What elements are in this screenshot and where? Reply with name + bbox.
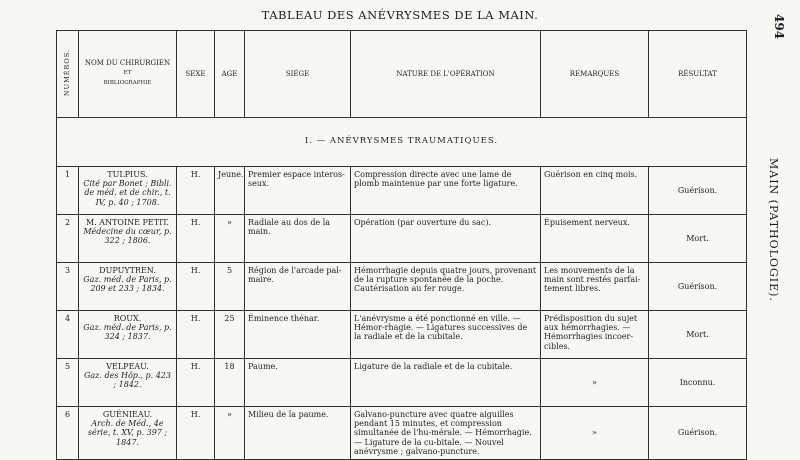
surgeon-cell — [79, 215, 177, 263]
row-number: 1 — [57, 167, 79, 215]
operation-cell: Compression directe avec une lame de plomb maintenue par une forte ligature. — [351, 167, 541, 215]
sex-cell: H. — [177, 359, 215, 407]
table-row — [57, 359, 747, 407]
surgeon-cell — [79, 407, 177, 460]
header-row — [57, 31, 747, 118]
page-number: 494 — [772, 14, 786, 40]
surgeon-cell — [79, 359, 177, 407]
row-number: 2 — [57, 215, 79, 263]
table-row — [57, 215, 747, 263]
row-number: 5 — [57, 359, 79, 407]
operation-cell: Opération (par ouverture du sac). — [351, 215, 541, 263]
header-age: AGE — [215, 31, 245, 118]
running-head: MAIN (PATHOLOGIE). — [767, 158, 780, 302]
operation-cell: Galvano-puncture avec quatre aiguilles pendant 15 minutes, et compression simultanée de l'hu-mérale. — Hémorrhagie. — Ligature de la cu-bitale. — Nouvel anévrysme ; galvano-puncture. — [351, 407, 541, 460]
table-row — [57, 167, 747, 215]
surgeon-name: ROUX. — [113, 314, 142, 323]
bibliography: Gaz. méd. de Paris, p. 209 et 233 ; 1834. — [83, 275, 172, 294]
header-resultat: RÉSULTAT — [649, 31, 747, 118]
table-row — [57, 407, 747, 460]
surgeon-cell — [79, 263, 177, 311]
remarks-cell: Les mouvements de la main sont restés parfai-tement libres. — [541, 263, 649, 311]
row-number: 3 — [57, 263, 79, 311]
site-cell: Éminence thénar. — [245, 311, 351, 359]
header-operation: NATURE DE L'OPÉRATION — [351, 31, 541, 118]
age-cell: 18 — [215, 359, 245, 407]
bibliography: Gaz. méd. de Paris, p. 324 ; 1837. — [83, 323, 172, 342]
bibliography: Cité par Bonet ; Bibli. de méd. et de chir., t. IV, p. 40 ; 1708. — [83, 179, 172, 207]
age-cell: 5 — [215, 263, 245, 311]
site-cell: Premier espace interos-seux. — [245, 167, 351, 215]
remarks-cell: Prédisposition du sujet aux hémorrhagies. — Hémorrhagies incoer-cibles. — [541, 311, 649, 359]
surgeon-name: DUPUYTREN. — [99, 266, 156, 275]
operation-cell: Hémorrhagie depuis quatre jours, provenant de la rupture spontanée de la poche. Cautérisation au fer rouge. — [351, 263, 541, 311]
sex-cell: H. — [177, 311, 215, 359]
bibliography: Gaz. des Hôp., p. 423 ; 1842. — [84, 371, 171, 390]
aneurysm-table — [56, 30, 747, 460]
result-cell: Guérison. — [649, 167, 747, 215]
bibliography: Médecine du cœur, p. 322 ; 1806. — [83, 227, 172, 246]
site-cell: Milieu de la paume. — [245, 407, 351, 460]
sex-cell: H. — [177, 263, 215, 311]
site-cell: Région de l'arcade pal-maire. — [245, 263, 351, 311]
page-title: TABLEAU DES ANÉVRYSMES DE LA MAIN. — [261, 8, 539, 22]
operation-cell: L'anévrysme a été ponctionné en ville. — Hémor-rhagie. — Ligatures successives de la radiale et de la cubitale. — [351, 311, 541, 359]
header-sexe: SEXE — [177, 31, 215, 118]
age-cell: » — [215, 215, 245, 263]
bibliography: Arch. de Méd., 4e série, t. XV, p. 397 ; 1847. — [87, 419, 168, 447]
surgeon-cell — [79, 167, 177, 215]
header-remarques: REMARQUES — [541, 31, 649, 118]
surgeon-name: GUÉNIEAU. — [102, 410, 153, 419]
result-cell: Guérison. — [649, 407, 747, 460]
age-cell: » — [215, 407, 245, 460]
site-cell: Paume. — [245, 359, 351, 407]
surgeon-name: TULPIUS. — [107, 170, 148, 179]
age-cell: 25 — [215, 311, 245, 359]
result-cell: Inconnu. — [649, 359, 747, 407]
row-number: 6 — [57, 407, 79, 460]
operation-cell: Ligature de la radiale et de la cubitale. — [351, 359, 541, 407]
sex-cell: H. — [177, 215, 215, 263]
table-row — [57, 263, 747, 311]
surgeon-cell — [79, 311, 177, 359]
site-cell: Radiale au dos de la main. — [245, 215, 351, 263]
result-cell: Mort. — [649, 215, 747, 263]
sex-cell: H. — [177, 407, 215, 460]
remarks-cell: Guérison en cinq mois. — [541, 167, 649, 215]
header-numero: NUMÉROS. — [57, 31, 79, 118]
remarks-cell: Épuisement nerveux. — [541, 215, 649, 263]
header-chirurgien: NOM DU CHIRURGIEN ET BIBLIOGRAPHIE — [79, 31, 177, 118]
header-siege: SIÉGE — [245, 31, 351, 118]
section-row — [57, 118, 747, 167]
result-cell: Mort. — [649, 311, 747, 359]
remarks-cell: » — [541, 407, 649, 460]
section-title: I. — ANÉVRYSMES TRAUMATIQUES. — [57, 118, 747, 167]
row-number: 4 — [57, 311, 79, 359]
surgeon-name: M. ANTOINE PETIT. — [86, 218, 169, 227]
surgeon-name: VELPEAU. — [106, 362, 149, 371]
result-cell: Guérison. — [649, 263, 747, 311]
sex-cell: H. — [177, 167, 215, 215]
remarks-cell: » — [541, 359, 649, 407]
table-row — [57, 311, 747, 359]
age-cell: Jeune. — [215, 167, 245, 215]
